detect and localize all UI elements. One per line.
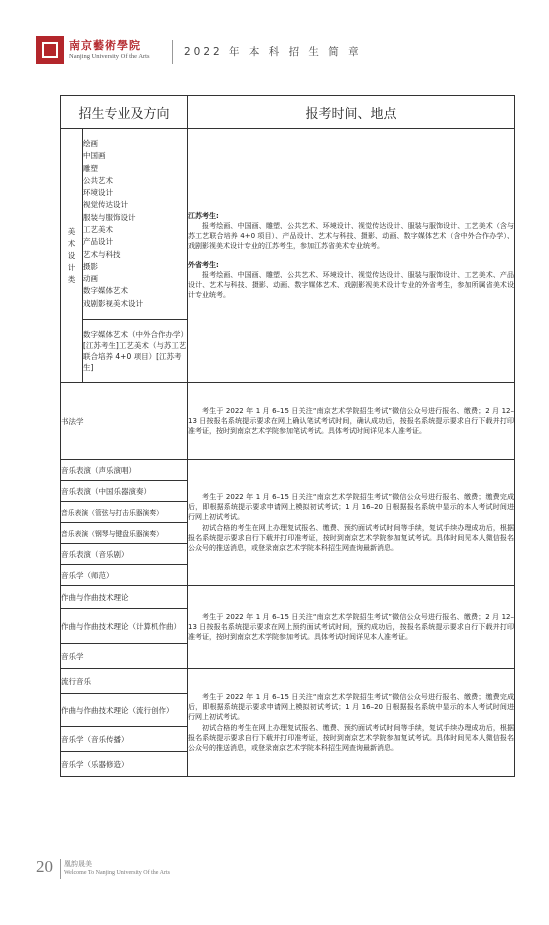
- list-item: 摄影: [83, 261, 98, 271]
- group-label-art-design: 美 术 设 计 类: [61, 129, 83, 383]
- list-item: 动画: [83, 274, 98, 284]
- table-row: [61, 129, 515, 320]
- major-item: 音乐学: [61, 644, 188, 669]
- list-item: 艺术与科技: [83, 249, 121, 259]
- jiangsu-text: 报考绘画、中国画、雕塑、公共艺术、环境设计、视觉传达设计、服装与服饰设计、工艺美术（含与苏工艺联合培养 4+0 项目）、产品设计、艺术与科技、摄影、动画、数字媒体艺术（含中外合作办学）、戏剧影视美术设计专业的江苏考生，参加江苏省美术专业统考。: [188, 221, 515, 251]
- jiangsu-heading: 江苏考生:: [188, 211, 219, 220]
- footer-slogan-en: Welcome To Nanjing University Of the Arts: [64, 870, 170, 876]
- music-performance-info: 考生于 2022 年 1 月 6–15 日关注“南京艺术学院招生考试”微信公众号进行报名、缴费；缴费完成后，即根据系统提示要求申请网上模拟初试考试；1 月 16–20 日根据报名系统中显示的本人考试时间进行网上初试考试。 初试合格的考生在网上办理复试报名、缴费、预约面试考试时间等手续，复试手续办理成功后，根据报名系统提示要求自行下载并打印准考证，按时到南京艺术学院参加复试考试。具体时间见本人微信报名公众号的推送消息，或登录南京艺术学院本科招生网查询最新消息。: [188, 460, 515, 586]
- admission-table: [60, 95, 515, 777]
- other-province-text: 报考绘画、中国画、雕塑、公共艺术、环境设计、视觉传达设计、服装与服饰设计、工艺美术、产品设计、艺术与科技、摄影、动画、数字媒体艺术、戏剧影视美术设计专业的外省考生，参加所属省美术设计专业统考。: [188, 270, 515, 300]
- page-header: [36, 34, 516, 70]
- list-item: 环境设计: [83, 188, 113, 198]
- column-header-major: 招生专业及方向: [61, 96, 188, 129]
- major-item: 音乐表演（声乐演唱）: [61, 460, 188, 481]
- page-number: 20: [36, 857, 53, 876]
- table-row: [61, 460, 515, 481]
- list-item: 绘画: [83, 138, 98, 148]
- table-row: [61, 669, 515, 694]
- page-footer: [36, 855, 336, 885]
- major-calligraphy: 书法学: [61, 383, 188, 460]
- art-design-info: [188, 129, 515, 383]
- list-item: 公共艺术: [83, 175, 113, 185]
- major-item: 流行音乐: [61, 669, 188, 694]
- school-name-cn: 南京藝術學院: [69, 39, 141, 52]
- table-header-row: [61, 96, 515, 129]
- school-name-en: Nanjing University Of the Arts: [69, 53, 150, 60]
- major-item: 音乐表演（音乐剧）: [61, 544, 188, 565]
- footer-slogan-cn: 凰韵晟美: [64, 860, 92, 868]
- header-divider: [172, 40, 173, 64]
- composition-info: 考生于 2022 年 1 月 6–15 日关注“南京艺术学院招生考试”微信公众号进行报名、缴费；2 月 12–13 日按报名系统提示要求在网上预约面试考试时间，预约成功后，按报名系统提示要求自行下载并打印准考证，按时到南京艺术学院参加考试。具体考试时间详见本人准考证。: [188, 586, 515, 669]
- calligraphy-info: 考生于 2022 年 1 月 6–15 日关注“南京艺术学院招生考试”微信公众号进行报名、缴费；2 月 12–13 日按报名系统提示要求在网上确认笔试考试时间，确认成功后，按报名系统提示要求自行下载并打印准考证，按时到南京艺术学院参加笔试考试。具体考试时间详见本人准考证。: [188, 383, 515, 460]
- major-item: 音乐表演（管弦与打击乐器演奏）: [61, 502, 188, 523]
- major-item: 作曲与作曲技术理论（流行创作）: [61, 694, 188, 727]
- major-item: 音乐表演（中国乐器演奏）: [61, 481, 188, 502]
- list-item: 数字媒体艺术: [83, 286, 128, 296]
- list-item: 雕塑: [83, 163, 98, 173]
- school-logo-icon: [36, 36, 64, 64]
- list-item: 服装与服饰设计: [83, 212, 136, 222]
- footer-divider: [60, 859, 61, 879]
- list-item: 戏剧影视美术设计: [83, 298, 143, 308]
- major-item: 作曲与作曲技术理论: [61, 586, 188, 609]
- list-item: 视觉传达设计: [83, 200, 128, 210]
- major-item: 音乐表演（钢琴与键盘乐器演奏）: [61, 523, 188, 544]
- major-item: 音乐学（乐器修造）: [61, 752, 188, 777]
- table-row: [61, 586, 515, 609]
- popular-music-info: 考生于 2022 年 1 月 6–15 日关注“南京艺术学院招生考试”微信公众号进行报名、缴费；缴费完成后，即根据系统提示要求申请网上模拟初试考试；1 月 16–20 日根据报名系统中显示的本人考试时间进行网上初试考试。 初试合格的考生在网上办理复试报名、缴费、预约面试考试时间等手续，复试手续办理成功后，根据报名系统提示要求自行下载并打印准考证，按时到南京艺术学院参加复试考试。具体时间见本人微信报名公众号的推送消息，或登录南京艺术学院本科招生网查询最新消息。: [188, 669, 515, 777]
- art-design-major-list: [83, 129, 188, 320]
- major-item: 音乐学（音乐传播）: [61, 727, 188, 752]
- other-province-heading: 外省考生:: [188, 260, 219, 269]
- major-item: 音乐学（师范）: [61, 565, 188, 586]
- major-item: 作曲与作曲技术理论（计算机作曲）: [61, 609, 188, 644]
- list-item: 产品设计: [83, 237, 113, 247]
- list-item: 工艺美术: [83, 225, 113, 234]
- art-design-note: 数字媒体艺术（中外合作办学）[江苏考生]工艺美术（与苏工艺联合培养 4+0 项目）[江苏考生]: [83, 320, 188, 383]
- column-header-info: 报考时间、地点: [188, 96, 515, 129]
- page-title: 2022 年 本 科 招 生 简 章: [184, 46, 362, 58]
- list-item: 中国画: [83, 151, 106, 161]
- table-row: [61, 383, 515, 460]
